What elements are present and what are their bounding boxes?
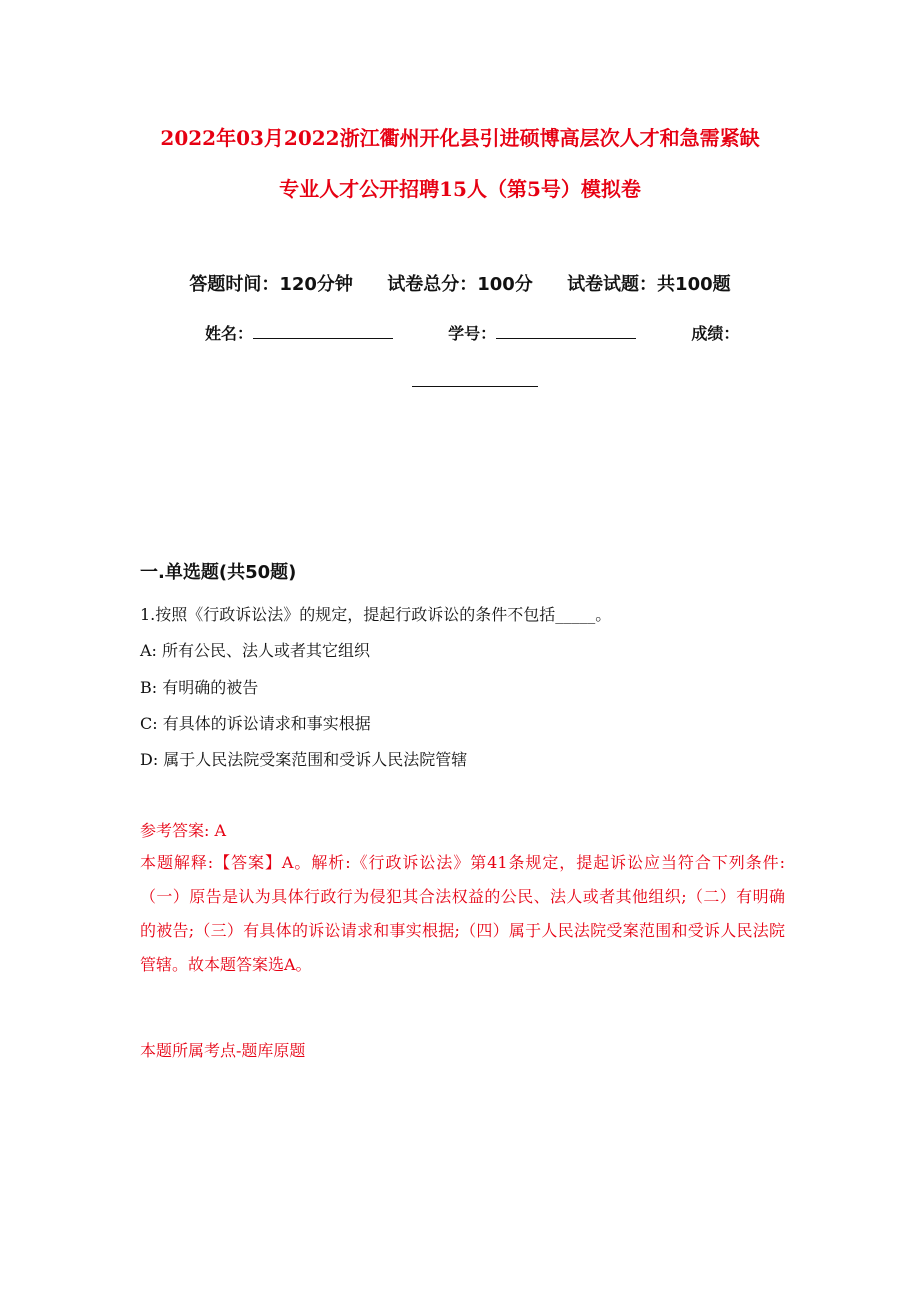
option-c: C: 有具体的诉讼请求和事实根据	[140, 714, 371, 733]
score-blank[interactable]	[412, 372, 538, 387]
option-d: D: 属于人民法院受案范围和受诉人民法院管辖	[140, 750, 468, 769]
question-tag: 本题所属考点-题库原题	[140, 1041, 306, 1060]
option-b: B: 有明确的被告	[140, 678, 259, 697]
section-heading: 一.单选题(共50题)	[140, 562, 297, 583]
question-stem: 1.按照《行政诉讼法》的规定，提起行政诉讼的条件不包括_____。	[140, 605, 612, 624]
score-label: 成绩：	[691, 324, 740, 343]
name-label: 姓名：	[205, 324, 254, 343]
document-title-line-2: 专业人才公开招聘15人（第5号）模拟卷	[279, 177, 641, 201]
option-a: A: 所有公民、法人或者其它组织	[140, 641, 371, 660]
name-blank[interactable]	[253, 324, 393, 339]
student-id-label: 学号：	[448, 324, 497, 343]
exam-question-count: 试卷试题：共100题	[567, 274, 731, 295]
reference-answer: 参考答案: A	[140, 821, 227, 840]
student-id-blank[interactable]	[496, 324, 636, 339]
answer-explanation: 本题解释:【答案】A。解析:《行政诉讼法》第41条规定，提起诉讼应当符合下列条件:（一）原告是认为具体行政行为侵犯其合法权益的公民、法人或者其他组织;（二）有明确的被告;（三）有具体的诉讼请求和事实根据;（四）属于人民法院受案范围和受诉人民法院管辖。故本题答案选A。	[140, 853, 785, 974]
exam-time: 答题时间：120分钟	[189, 274, 353, 295]
student-fields	[205, 321, 739, 344]
document-title-line-1: 2022年03月2022浙江衢州开化县引进硕博高层次人才和急需紧缺	[160, 126, 760, 150]
exam-total-score: 试卷总分：100分	[387, 274, 533, 295]
exam-info	[0, 270, 920, 296]
